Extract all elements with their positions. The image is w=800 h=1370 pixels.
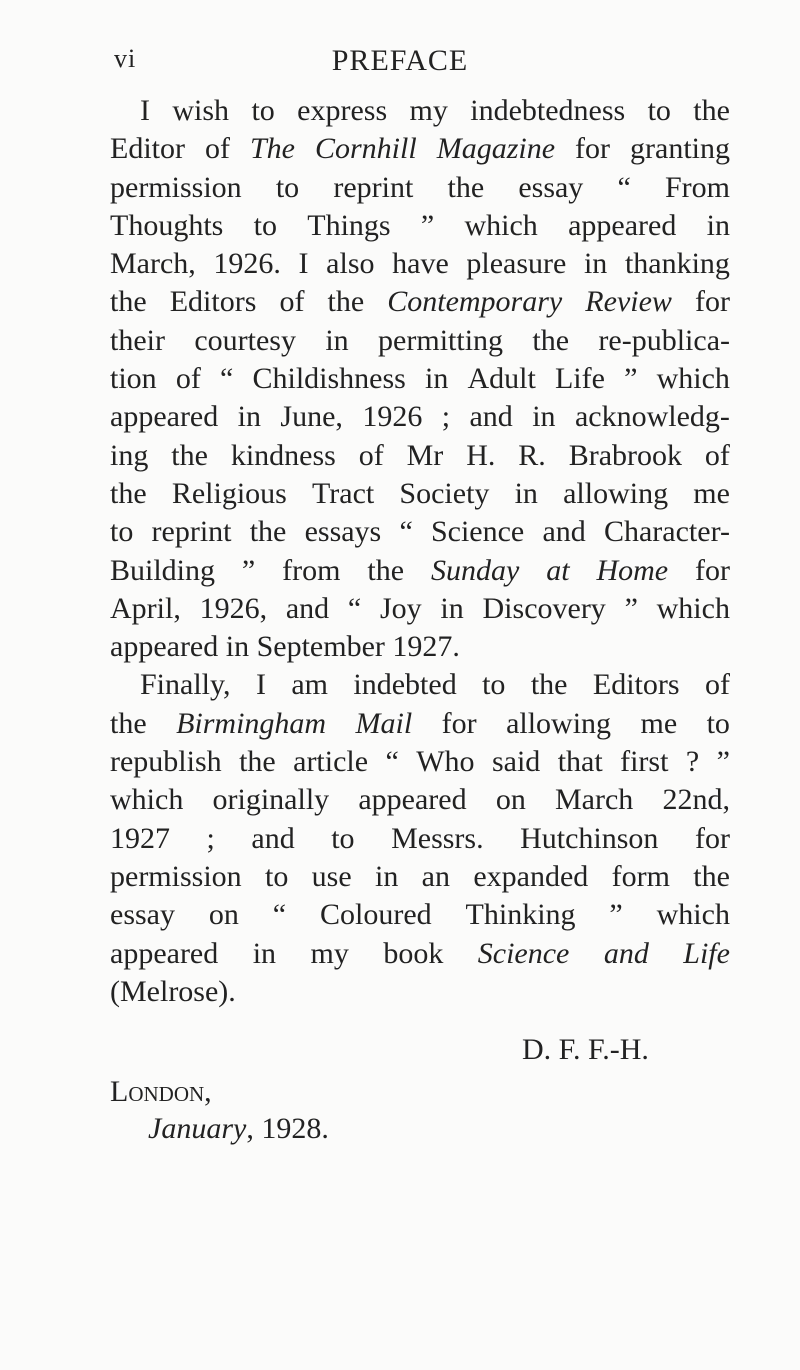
word: Coloured [319,898,432,932]
word: article [293,745,369,779]
word: “ [617,170,631,204]
page-header [0,44,800,84]
text-line [110,743,730,781]
word: Finally, [140,668,231,702]
text-line [110,398,730,436]
italic-word: Cornhill [315,132,417,166]
word: Childishness [252,362,406,396]
word: ” [420,208,435,242]
text-line [110,666,730,704]
text-run: appeared in September 1927. [110,630,460,664]
word: my [310,936,349,970]
word: acknowledg- [574,400,730,434]
word: for [694,821,730,855]
word: which [464,208,538,242]
italic-word: Science [477,936,570,970]
word: Messrs. [391,821,484,855]
italic-word: Review [585,285,672,319]
italic-word: Sunday [430,553,520,587]
text-line [110,283,730,321]
word: ” [241,553,256,587]
word: indebted [353,668,457,702]
word: “ [219,362,234,396]
word: their [110,323,165,357]
text-line [110,513,730,551]
text-line [110,973,730,1011]
word: “ [385,745,399,779]
word: which [656,362,730,396]
word: I [255,668,266,702]
text-line [110,820,730,858]
word: ; [441,400,451,434]
word: I [298,247,309,281]
word: Religious [171,476,287,510]
text-line [110,437,730,475]
word: of [175,362,201,396]
date-line [148,1112,329,1146]
word: for [575,132,611,166]
word: on [208,898,239,932]
word: and [285,591,330,625]
word: kindness [230,438,336,472]
word: which [110,783,184,817]
word: Science [430,515,525,549]
page-number: vi [114,44,137,73]
italic-word: Birmingham [176,706,327,740]
paragraph-2 [110,666,730,1011]
date-year: , 1928. [246,1112,329,1145]
text-line [110,781,730,819]
text-line [110,475,730,513]
word: ” [624,362,638,396]
word: the [447,170,485,204]
word: expanded [473,859,589,893]
word: republish [110,745,222,779]
word: ” [624,591,638,625]
word: express [297,94,388,127]
word: the [367,553,405,587]
word: Character- [603,515,730,549]
word: thanking [624,247,730,281]
word: essay [110,898,175,932]
word: allowing [506,706,612,740]
word: allowing [563,476,669,510]
word: to [110,515,134,549]
word: of [358,438,384,472]
word: of [205,132,230,166]
word: and [469,400,513,434]
word: which [656,591,730,625]
word: of [279,285,305,319]
word: re-publica- [598,323,730,357]
word: R. [518,438,546,472]
word: me [693,476,730,510]
word: for [441,706,477,740]
word: form [611,859,670,893]
word: have [392,247,449,281]
word: ; [206,821,215,855]
word: reprint [333,170,414,204]
word: in [237,400,262,434]
word: 22nd, [662,783,730,817]
word: April, [110,591,181,625]
word: for [694,285,730,319]
word: granting [630,132,730,166]
word: From [664,170,730,204]
text-line [110,322,730,360]
author-initials: D. F. F.-H. [522,1033,649,1066]
date-month: January [148,1112,247,1145]
word: Adult [467,362,536,396]
word: an [421,859,450,893]
word: ” [716,745,730,779]
word: to [647,94,671,127]
word: from [282,553,341,587]
text-line [110,169,730,207]
word: Thinking [465,898,576,932]
word: to [253,208,277,242]
word: which [656,898,730,932]
word: reprint [151,515,232,549]
word: appeared [110,936,219,970]
word: said [491,745,541,779]
italic-word: Contemporary [387,285,563,319]
text-line [110,935,730,973]
word: courtesy [194,323,296,357]
word: to [275,170,300,204]
word: tion [110,362,157,396]
word: also [326,247,375,281]
word: on [495,783,526,817]
text-line [110,207,730,245]
word: Brabrook [568,438,683,472]
word: “ [399,515,413,549]
italic-word: Mail [355,706,413,740]
italic-word: at [546,553,570,587]
word: permission [110,859,242,893]
word: and [251,821,295,855]
word: the [171,438,208,472]
word: Editors [592,668,680,702]
word: Who [416,745,475,779]
italic-word: The [250,132,295,166]
word: permitting [378,323,504,357]
word: Discovery [482,591,606,625]
word: use [311,859,352,893]
word: that [557,745,603,779]
word: March, [110,247,196,281]
word: the [249,515,287,549]
text-line [110,130,730,168]
word: book [383,936,444,970]
word: the [239,745,276,779]
word: in [440,591,464,625]
word: in [424,362,449,396]
word: to [251,94,275,127]
word: 1926. [213,247,281,281]
word: Society [399,476,490,510]
word: of [704,438,730,472]
word: originally [212,783,330,817]
word: and [542,515,586,549]
word: Editor [110,132,185,166]
word: essay [518,170,584,204]
word: first [620,745,669,779]
text-line [110,590,730,628]
italic-word: and [603,936,649,970]
text-line [110,705,730,743]
word: “ [347,591,362,625]
word: Joy [379,591,422,625]
word: to [482,668,506,702]
word: the [530,668,568,702]
word: Hutchinson [520,821,659,855]
word: in [514,476,538,510]
word: in [252,936,277,970]
word: appeared [110,400,219,434]
word: in [325,323,349,357]
text-line [110,628,730,666]
text-line [110,245,730,283]
word: essays [304,515,382,549]
italic-word: Magazine [436,132,556,166]
text-line [110,896,730,934]
word: ” [609,898,623,932]
word: in [583,247,608,281]
word: wish [172,94,230,127]
text-line [110,92,730,130]
word: I [140,94,150,127]
word: my [409,94,448,127]
word: 1927 [110,821,170,855]
word: Mr [406,438,444,472]
word: for [695,553,730,587]
text-line [110,360,730,398]
word: the [110,285,147,319]
word: Tract [312,476,375,510]
word: the [110,476,147,510]
text-run: (Melrose). [110,974,236,1008]
word: of [704,668,730,702]
word: to [706,706,730,740]
word: “ [272,898,287,932]
word: am [291,668,328,702]
word: appeared [358,783,467,817]
preface-body [110,92,730,1011]
word: Life [554,362,605,396]
word: in [706,208,730,242]
word: June, [280,400,343,434]
word: H. [466,438,496,472]
word: 1926, [199,591,268,625]
place-line: London, [110,1075,212,1108]
word: me [640,706,678,740]
word: in [375,859,399,893]
text-line [110,552,730,590]
word: to [265,859,289,893]
paragraph-1 [110,92,730,666]
italic-word: Home [596,553,669,587]
text-line [110,858,730,896]
word: pleasure [466,247,567,281]
word: the [532,323,570,357]
word: Editors [169,285,257,319]
word: appeared [568,208,677,242]
word: the [110,706,147,740]
word: March [555,783,634,817]
word: the [693,94,730,127]
word: the [693,859,730,893]
word: in [532,400,556,434]
word: ? [685,745,700,779]
word: ing [110,438,149,472]
word: to [331,821,355,855]
word: Building [110,553,216,587]
word: Things [307,208,391,242]
word: Thoughts [110,208,224,242]
italic-word: Life [683,936,730,970]
word: permission [110,170,242,204]
word: 1926 [362,400,423,434]
running-head-title: PREFACE [331,44,469,77]
word: indebtedness [470,94,626,127]
word: the [327,285,365,319]
